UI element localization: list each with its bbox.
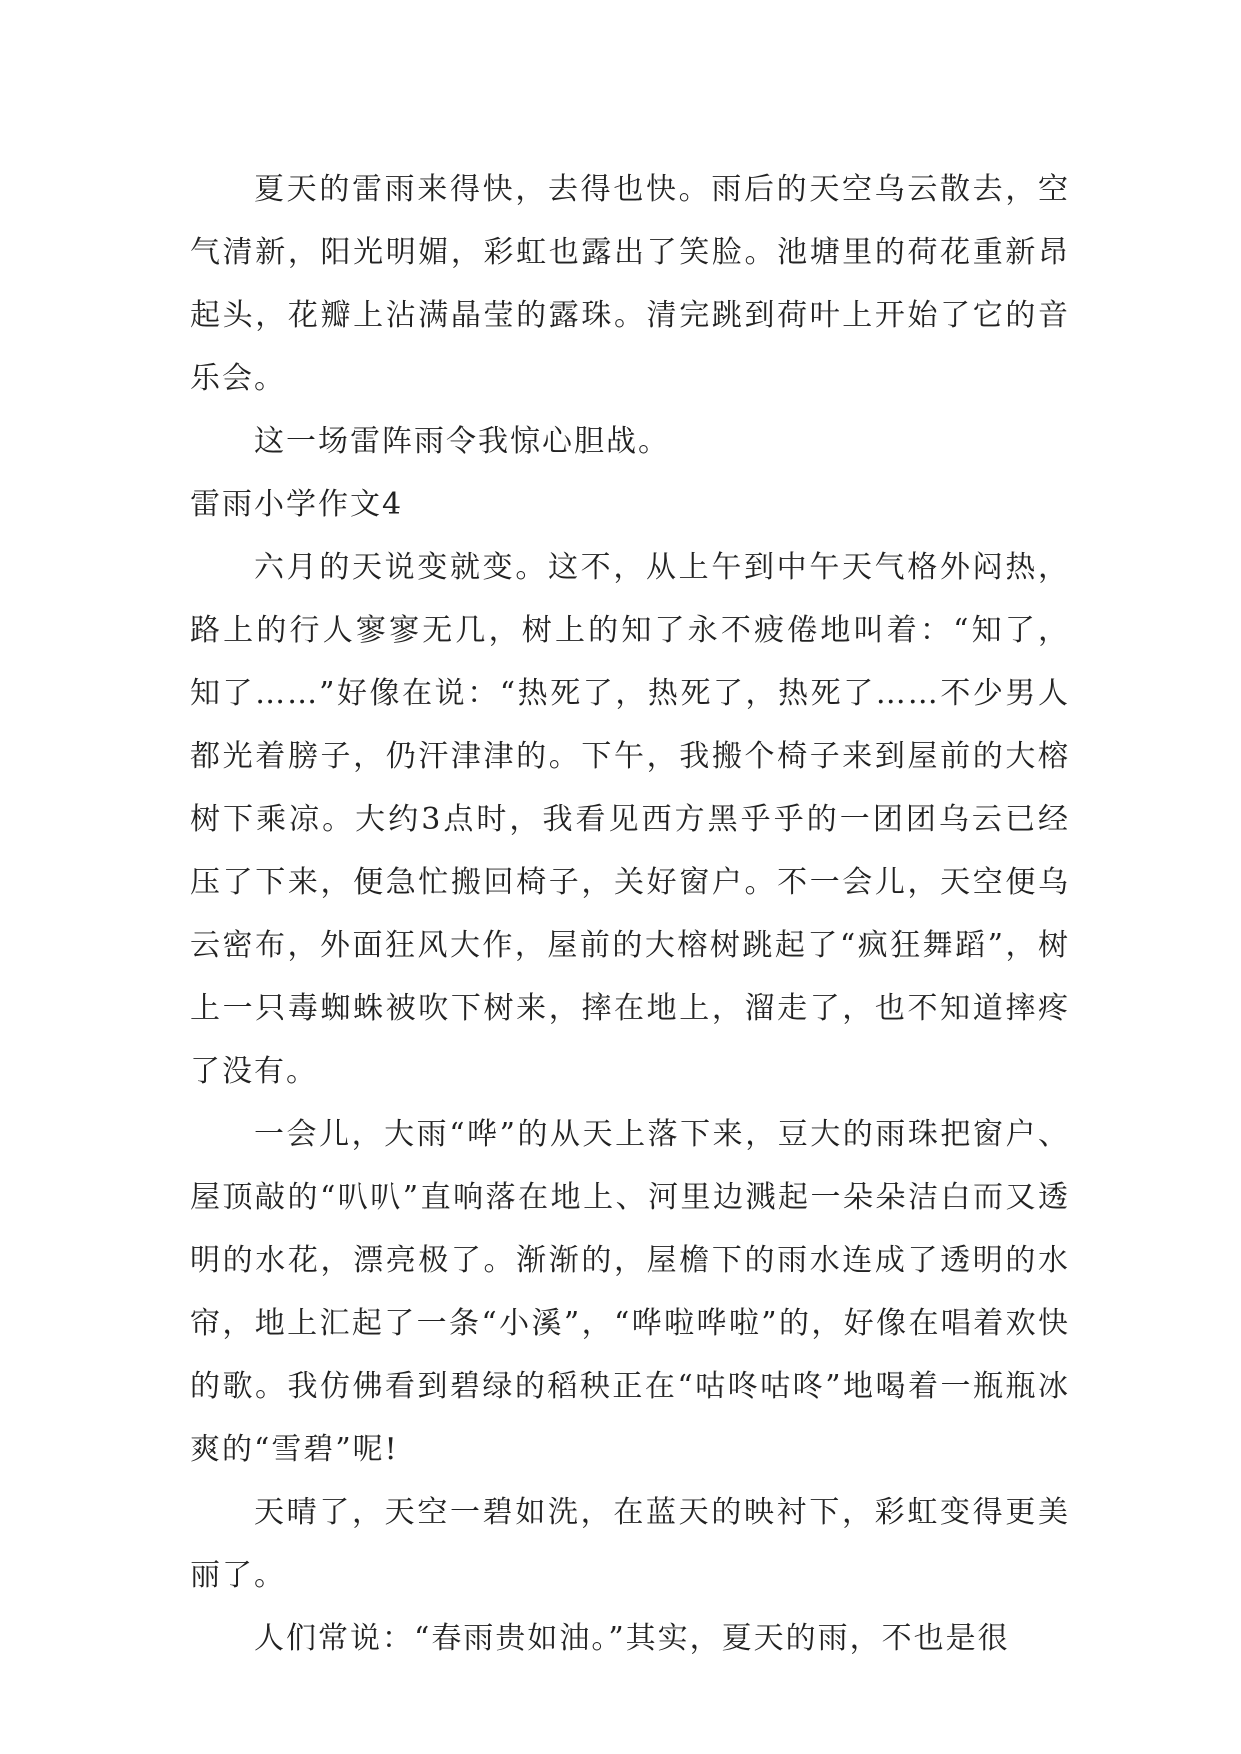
document-page — [190, 158, 1070, 1670]
paragraph-5: 天晴了，天空一碧如洗，在蓝天的映衬下，彩虹变得更美丽了。 — [190, 1495, 1070, 1593]
paragraph-3: 六月的天说变就变。这不，从上午到中午天气格外闷热，路上的行人寥寥无几，树上的知了永不疲倦地叫着：“知了，知了……”好像在说：“热死了，热死了，热死了……不少男人都光着膀子，仍汗津津的。下午，我搬个椅子来到屋前的大榕树下乘凉。大约3点时，我看见西方黑乎乎的一团团乌云已经压了下来，便急忙搬回椅子，关好窗户。不一会儿，天空便乌云密布，外面狂风大作，屋前的大榕树跳起了“疯狂舞蹈”，树上一只毒蜘蛛被吹下树来，摔在地上，溜走了，也不知道摔疼了没有。 — [190, 550, 1070, 1089]
paragraph-1: 夏天的雷雨来得快，去得也快。雨后的天空乌云散去，空气清新，阳光明媚，彩虹也露出了笑脸。池塘里的荷花重新昂起头，花瓣上沾满晶莹的露珠。清完跳到荷叶上开始了它的音乐会。 — [190, 172, 1070, 396]
paragraph-6: 人们常说：“春雨贵如油。”其实，夏天的雨，不也是很 — [254, 1621, 1010, 1656]
section-heading: 雷雨小学作文4 — [190, 487, 404, 522]
paragraph-2: 这一场雷阵雨令我惊心胆战。 — [254, 424, 670, 459]
paragraph-4: 一会儿，大雨“哗”的从天上落下来，豆大的雨珠把窗户、屋顶敲的“叭叭”直响落在地上、河里边溅起一朵朵洁白而又透明的水花，漂亮极了。渐渐的，屋檐下的雨水连成了透明的水帘，地上汇起了一条“小溪”，“哗啦哗啦”的，好像在唱着欢快的歌。我仿佛看到碧绿的稻秧正在“咕咚咕咚”地喝着一瓶瓶冰爽的“雪碧”呢! — [190, 1117, 1070, 1467]
